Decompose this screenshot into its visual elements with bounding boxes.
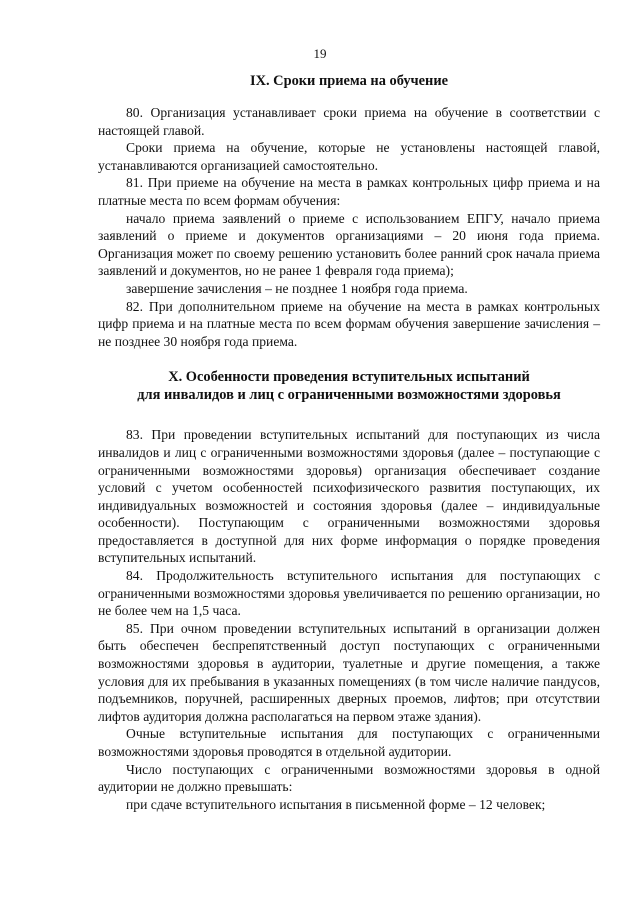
paragraph-85-count: Число поступающих с ограниченными возможностями здоровья в одной аудитории не должно превышать: bbox=[98, 761, 600, 795]
paragraph-81-end: завершение зачисления – не позднее 1 ноября года приема. bbox=[126, 280, 468, 296]
section-10-heading bbox=[98, 368, 600, 404]
page-number: 19 bbox=[313, 46, 327, 61]
section-10-heading-line-1: X. Особенности проведения вступительных испытаний bbox=[168, 369, 530, 386]
page-content bbox=[98, 72, 600, 813]
paragraph-80: 80. Организация устанавливает сроки приема на обучение в соответствии с настоящей главой. bbox=[98, 105, 600, 138]
paragraph-85-rooms: Очные вступительные испытания для поступающих с ограниченными возможностями здоровья проводятся в отдельной аудитории. bbox=[98, 726, 600, 759]
paragraph-82: 82. При дополнительном приеме на обучение на места в рамках контрольных цифр приема и на платные места по всем формам обучения завершение зачисления – не позднее 30 ноября года приема. bbox=[98, 298, 600, 349]
paragraph-85: 85. При очном проведении вступительных испытаний в организации должен быть обеспечен беспрепятственный доступ поступающих с ограниченными возможностями здоровья в аудитории, туалетные и другие помещения, а также условия для их пребывания в указанных помещениях (в том числе наличие пандусов, подъемников, поручней, расширенных дверных проемов, лифтов; при отсутствии лифтов аудитория должна располагаться на первом этаже здания). bbox=[98, 620, 600, 724]
paragraph-84: 84. Продолжительность вступительного испытания для поступающих с ограниченными возможностями здоровья увеличивается по решению организации, но не более чем на 1,5 часа. bbox=[98, 568, 600, 619]
section-10-heading-line-2: для инвалидов и лиц с ограниченными возможностями здоровья bbox=[137, 387, 561, 404]
paragraph-80-note: Сроки приема на обучение, которые не установлены настоящей главой, устанавливаются организацией самостоятельно. bbox=[98, 140, 600, 173]
section-9-heading: IX. Сроки приема на обучение bbox=[249, 73, 449, 89]
paragraph-81-start: начало приема заявлений о приеме с использованием ЕПГУ, начало приема заявлений о приеме и документов организациями – 20 июня года приема. Организация может по своему решению установить более ранний срок начала приема заявлений и документов, но не ранее 1 февраля года приема); bbox=[98, 210, 600, 279]
paragraph-83: 83. При проведении вступительных испытаний для поступающих из числа инвалидов и лиц с ограниченными возможностями здоровья (далее – поступающие с ограниченными возможностями здоровья) организация обеспечивает создание условий с учетом особенностей психофизического развития поступающих, их индивидуальных возможностей и состояния здоровья (далее – индивидуальные особенности). Поступающим с ограниченными возможностями здоровья предоставляется в доступной для них форме информация о порядке проведения вступительных испытаний. bbox=[98, 427, 600, 566]
paragraph-81: 81. При приеме на обучение на места в рамках контрольных цифр приема и на платные места по всем формам обучения: bbox=[98, 175, 600, 208]
paragraph-85-written: при сдаче вступительного испытания в письменной форме – 12 человек; bbox=[126, 796, 546, 812]
